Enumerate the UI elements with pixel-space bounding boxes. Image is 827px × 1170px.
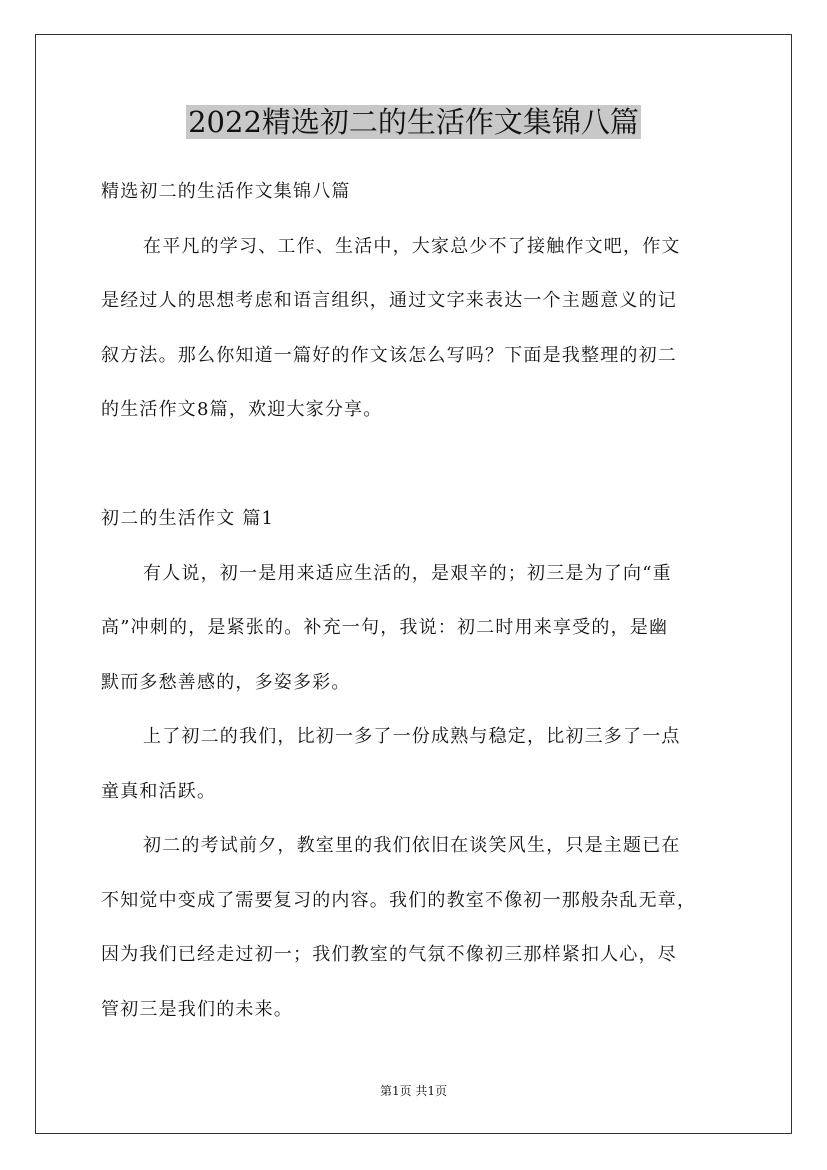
paragraph-line: 高”冲刺的，是紧张的。补充一句，我说：初二时用来享受的，是幽	[101, 617, 669, 638]
paragraph-line: 有人说，初一是用来适应生活的，是艰辛的；初三是为了向“重	[143, 563, 672, 584]
section-heading: 初二的生活作文 篇1	[101, 508, 275, 529]
paragraph-line: 在平凡的学习、工作、生活中，大家总少不了接触作文吧，作文	[143, 236, 681, 257]
subtitle-line: 精选初二的生活作文集锦八篇	[101, 181, 351, 202]
paragraph-line: 上了初二的我们，比初一多了一份成熟与稳定，比初三多了一点	[143, 726, 681, 747]
paragraph-line: 管初三是我们的未来。	[101, 999, 293, 1020]
paragraph-line: 默而多愁善感的，多姿多彩。	[101, 672, 351, 693]
paragraph-line: 初二的考试前夕，教室里的我们依旧在谈笑风生，只是主题已在	[143, 835, 681, 856]
paragraph-line: 是经过人的思想考虑和语言组织，通过文字来表达一个主题意义的记	[101, 290, 677, 311]
page-footer: 第1页 共1页	[379, 1084, 448, 1098]
paragraph-line: 的生活作文8篇，欢迎大家分享。	[101, 399, 383, 420]
document-title-text: 2022精选初二的生活作文集锦八篇	[188, 105, 639, 139]
paragraph-line: 叙方法。那么你知道一篇好的作文该怎么写吗？下面是我整理的初二	[101, 345, 677, 366]
paragraph-line: 不知觉中变成了需要复习的内容。我们的教室不像初一那般杂乱无章，	[101, 890, 697, 911]
document-title	[0, 102, 827, 142]
paragraph-line: 童真和活跃。	[101, 781, 217, 802]
paragraph-line: 因为我们已经走过初一；我们教室的气氛不像初三那样紧扣人心，尽	[101, 944, 677, 965]
